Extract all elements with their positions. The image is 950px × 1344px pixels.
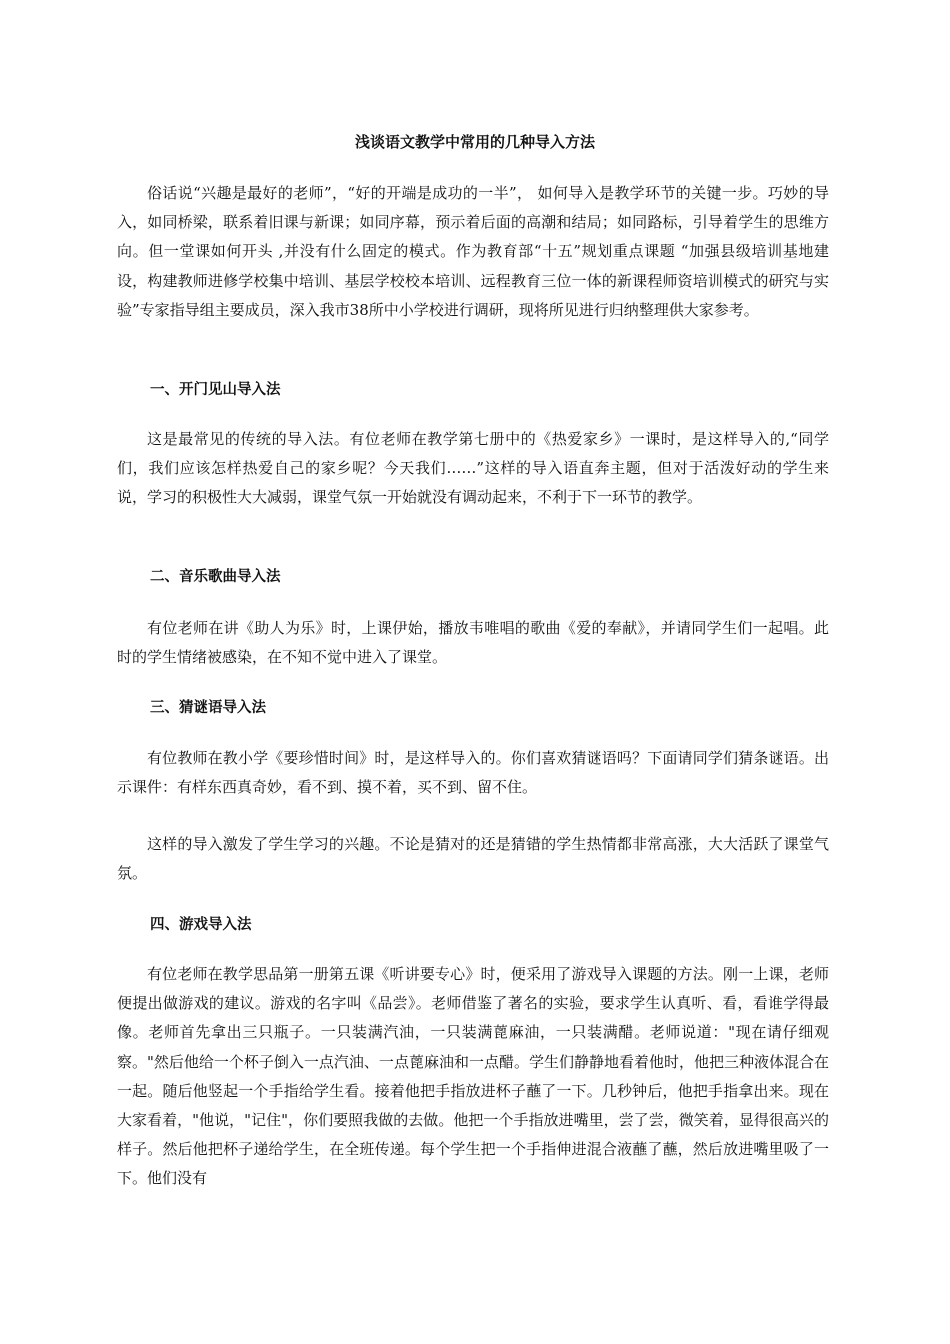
section-1-paragraph-1: 这是最常见的传统的导入法。有位老师在教学第七册中的《热爱家乡》一课时，是这样导入的,“同学们，我们应该怎样热爱自己的家乡呢？今天我们……”这样的导入语直奔主题，但对于活泼好动的学生来说，学习的积极性大大减弱，课堂气氛一开始就没有调动起来，不利于下一环节的教学。 bbox=[117, 430, 829, 507]
intro-paragraph: 俗话说“兴趣是最好的老师”，“好的开端是成功的一半”， 如何导入是教学环节的关键一步。巧妙的导入，如同桥梁，联系着旧课与新课；如同序幕，预示着后面的高潮和结局；如同路标，引导着学生的思维方向。但一堂课如何开头 ,并没有什么固定的模式。作为教育部“十五”规划重点课题 “加强县级培训基地建设，构建教师进修学校集中培训、基层学校校本培训、远程教育三位一体的新课程师资培训模式的研究与实验”专家指导组主要成员，深入我市38所中小学校进行调研，现将所见进行归纳整理供大家参考。 bbox=[117, 184, 829, 319]
section-heading-1: 一、开门见山导入法 bbox=[150, 382, 281, 398]
section-2-paragraph-1: 有位老师在讲《助人为乐》时，上课伊始，播放韦唯唱的歌曲《爱的奉献》，并请同学生们一起唱。此时的学生情绪被感染，在不知不觉中进入了课堂。 bbox=[117, 619, 829, 667]
section-3-paragraph-1: 有位教师在教小学《要珍惜时间》时，是这样导入的。你们喜欢猜谜语吗？下面请同学们猜条谜语。出示课件：有样东西真奇妙，看不到、摸不着，买不到、留不住。 bbox=[117, 749, 829, 797]
section-heading-2: 二、音乐歌曲导入法 bbox=[150, 569, 281, 585]
section-heading-3: 三、猜谜语导入法 bbox=[150, 700, 266, 716]
section-3-paragraph-2: 这样的导入激发了学生学习的兴趣。不论是猜对的还是猜错的学生热情都非常高涨，大大活跃了课堂气氛。 bbox=[117, 835, 829, 883]
document-title: 浅谈语文教学中常用的几种导入方法 bbox=[354, 133, 595, 151]
section-heading-4: 四、游戏导入法 bbox=[150, 917, 252, 933]
section-4-paragraph-1: 有位老师在教学思品第一册第五课《听讲要专心》时，便采用了游戏导入课题的方法。刚一上课，老师便提出做游戏的建议。游戏的名字叫《品尝》。老师借鉴了著名的实验，要求学生认真听、看，看谁学得最像。老师首先拿出三只瓶子。一只装满汽油，一只装满蓖麻油，一只装满醋。老师说道："现在请仔细观察。"然后他给一个杯子倒入一点汽油、一点蓖麻油和一点醋。学生们静静地看着他时，他把三种液体混合在一起。随后他竖起一个手指给学生看。接着他把手指放进杯子蘸了一下。几秒钟后，他把手指拿出来。现在大家看着，"他说，"记住"，你们要照我做的去做。他把一个手指放进嘴里，尝了尝，微笑着，显得很高兴的样子。然后他把杯子递给学生，在全班传递。每个学生把一个手指伸进混合液蘸了蘸，然后放进嘴里吸了一下。他们没有 bbox=[117, 965, 829, 1188]
